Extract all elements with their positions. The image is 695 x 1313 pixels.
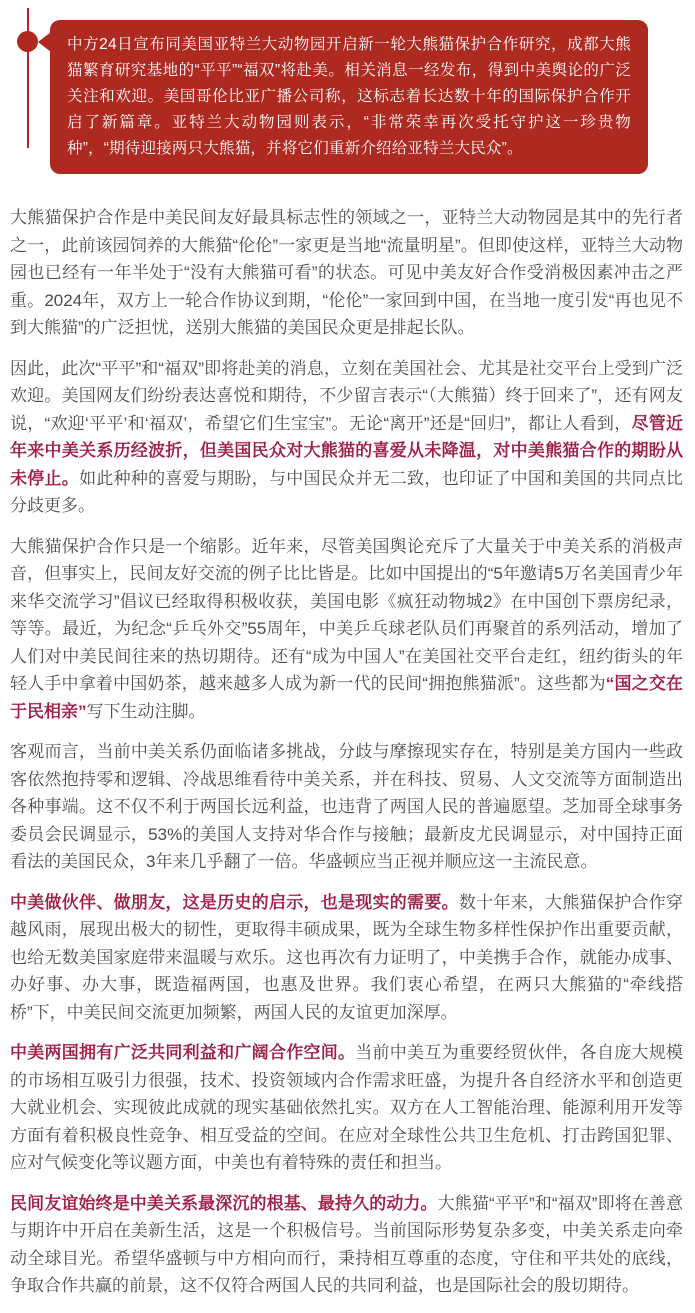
body-text: 客观而言，当前中美关系仍面临诸多挑战，分歧与摩擦现实存在，特别是美方国内一些政客依然抱持零和逻辑、冷战思维看待中美关系，并在科技、贸易、人文交流等方面制造出各种事端。这不仅不利于两国长远利益，也违背了两国人民的普遍愿望。芝加哥全球事务委员会民调显示，53%的美国人支持对华合作与接触；最新皮尤民调显示，对中国持正面看法的美国民众，3年来几乎翻了一倍。华盛顿应当正视并顺应这一主流民意。 xyxy=(10,742,683,871)
emphasis-text: 民间友谊始终是中美关系最深沉的根基、最持久的动力。 xyxy=(10,1193,438,1213)
article-body xyxy=(10,204,683,1300)
emphasis-text: 尽管近年来中美关系历经波折，但美国民众对大熊猫的喜爱从未降温，对中美熊猫合作的期盼从未停止。 xyxy=(10,413,683,488)
body-text: 大熊猫保护合作只是一个缩影。近年来，尽管美国舆论充斥了大量关于中美关系的消极声音，但事实上，民间友好交流的例子比比皆是。比如中国提出的“5年邀请5万名美国青少年来华交流学习”倡议已经取得积极收获，美国电影《疯狂动物城2》在中国创下票房纪录，等等。最近，为纪念“乒乓外交”55周年，中美乒乓球老队员们再聚首的系列活动，增加了人们对中美民间往来的热切期待。还有“成为中国人”在美国社交平台走红，纽约街头的年轻人手中拿着中国奶茶，越来越多人成为新一代的民间“拥抱熊猫派”。这些都为 xyxy=(10,536,683,693)
article-paragraph xyxy=(10,355,683,520)
article-paragraph xyxy=(10,533,683,726)
article-paragraph xyxy=(10,1039,683,1177)
article-paragraph xyxy=(10,738,683,876)
lead-callout xyxy=(0,0,695,174)
body-text: 写下生动注脚。 xyxy=(86,701,206,721)
lead-callout-bubble xyxy=(50,20,648,174)
body-text: 如此种种的喜爱与期盼，与中国民众并无二致，也印证了中国和美国的共同点比分歧更多。 xyxy=(10,468,684,515)
body-text: 大熊猫“平平”和“福双”即将在善意与期许中开启在美新生活，这是一个积极信号。当前国际形势复杂多变，中美关系走向牵动全球目光。希望华盛顿与中方相向而行，秉持相互尊重的态度，守住和平共处的底线，争取合作共赢的前景，这不仅符合两国人民的共同利益，也是国际社会的殷切期待。 xyxy=(10,1193,683,1295)
lead-callout-text: 中方24日宣布同美国亚特兰大动物园开启新一轮大熊猫保护合作研究，成都大熊猫繁育研究基地的“平平”“福双”将赴美。相关消息一经发布，得到中美舆论的广泛关注和欢迎。美国哥伦比亚广播公司称，这标志着长达数十年的国际保护合作开启了新篇章。亚特兰大动物园则表示，“非常荣幸再次受托守护这一珍贵物种”，“期待迎接两只大熊猫，并将它们重新介绍给亚特兰大民众”。 xyxy=(67,36,631,157)
body-text: 因此，此次“平平”和“福双”即将赴美的消息，立刻在美国社会、尤其是社交平台上受到广泛欢迎。美国网友们纷纷表达喜悦和期待，不少留言表示“（大熊猫）终于回来了”，还有网友说，“欢迎‘平平’和‘福双’，希望它们生宝宝”。无论“离开”还是“回归”，都让人看到， xyxy=(10,358,683,433)
article-paragraph xyxy=(10,889,683,1027)
callout-arrow-tail xyxy=(38,32,51,52)
emphasis-text: 中美两国拥有广泛共同利益和广阔合作空间。 xyxy=(10,1043,356,1062)
article-paragraph xyxy=(10,204,683,342)
emphasis-text: 中美做伙伴、做朋友，这是历史的启示，也是现实的需要。 xyxy=(10,892,459,912)
emphasis-text: “国之交在于民相亲” xyxy=(10,674,683,721)
body-text: 数十年来，大熊猫保护合作穿越风雨，展现出极大的韧性，更取得丰硕成果，既为全球生物多样性保护作出重要贡献，也给无数美国家庭带来温暖与欢乐。这也再次有力证明了，中美携手合作，就能办成事、办好事、办大事，既造福两国，也惠及世界。我们衷心希望，在两只大熊猫的“牵线搭桥”下，中美民间交流更加频繁，两国人民的友谊更加深厚。 xyxy=(10,892,684,1022)
body-text: 大熊猫保护合作是中美民间友好最具标志性的领域之一，亚特兰大动物园是其中的先行者之一，此前该园饲养的大熊猫“伦伦”一家更是当地“流量明星”。但即使这样，亚特兰大动物园也已经有一年半处于“没有大熊猫可看”的状态。可见中美友好合作受消极因素冲击之严重。2024年，双方上一轮合作协议到期，“伦伦”一家回到中国，在当地一度引发“再也见不到大熊猫”的广泛担忧，送别大熊猫的美国民众更是排起长队。 xyxy=(10,208,683,337)
timeline-bullet-dot xyxy=(17,31,38,52)
body-text: 当前中美互为重要经贸伙伴，各自庞大规模的市场相互吸引力很强，技术、投资领域内合作需求旺盛，为提升各自经济水平和创造更大就业机会、实现彼此成就的现实基础依然扎实。双方在人工智能治理、能源利用开发等方面有着积极良性竞争、相互受益的空间。在应对全球性公共卫生危机、打击跨国犯罪、应对气候变化等议题方面，中美也有着特殊的责任和担当。 xyxy=(10,1043,684,1172)
timeline-line xyxy=(27,8,29,148)
article-paragraph xyxy=(10,1190,683,1300)
